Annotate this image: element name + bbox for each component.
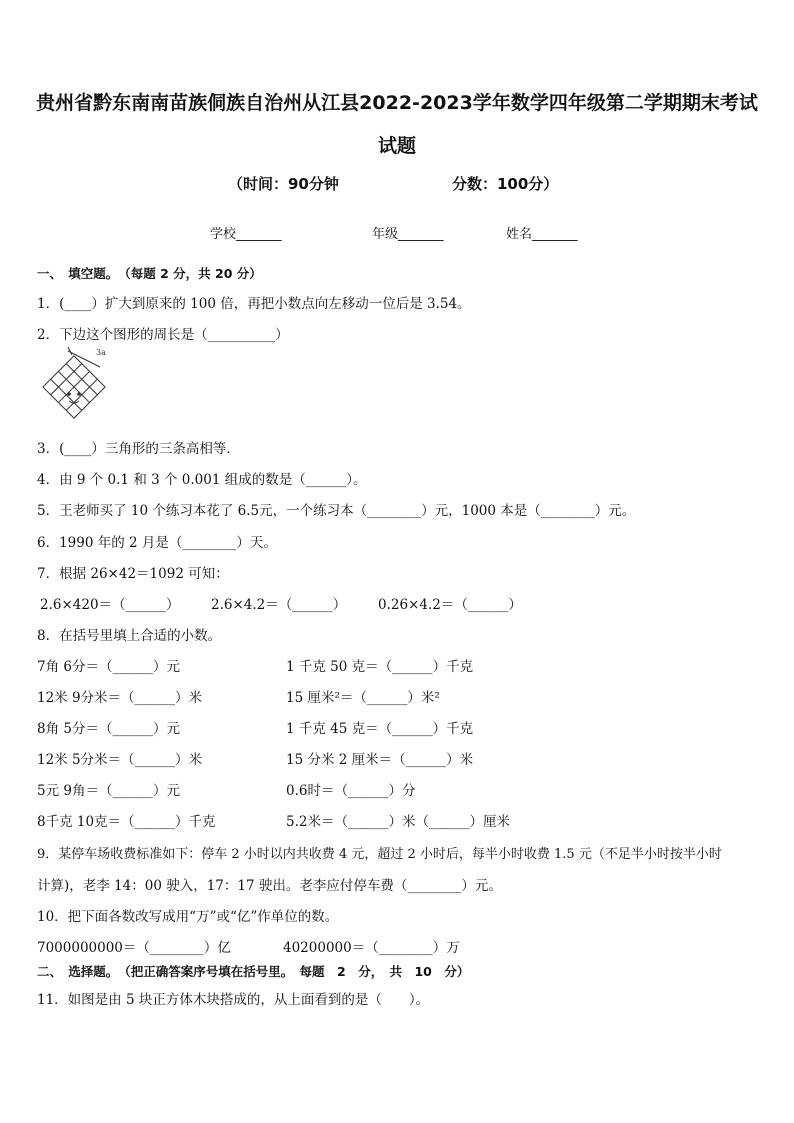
q7-item: 2.6×4.2＝（______） bbox=[211, 597, 347, 613]
question-7: 7．根据 26×42＝1092 可知： bbox=[37, 566, 229, 582]
q8-left-item: 8角 5分＝（______）元 bbox=[37, 721, 180, 737]
q8-left-item: 7角 6分＝（______）元 bbox=[37, 659, 180, 675]
q8-left-item: 12米 9分米＝（______）米 bbox=[37, 690, 203, 706]
q8-right-item: 1 千克 50 克＝（______）千克 bbox=[286, 659, 474, 675]
q8-right-item: 5.2米＝（______）米（______）厘米 bbox=[286, 814, 510, 830]
dot-mark bbox=[67, 392, 71, 396]
exam-title-continued: 试题 bbox=[377, 135, 416, 157]
q7-item: 2.6×420＝（______） bbox=[40, 597, 180, 613]
q10-item: 40200000＝（________）万 bbox=[283, 940, 460, 956]
figure-label: 3a bbox=[96, 348, 106, 357]
q8-left-item: 8千克 10克＝（______）千克 bbox=[37, 814, 216, 830]
question-6: 6．1990 年的 2 月是（________）天。 bbox=[37, 535, 277, 551]
q8-right-item: 15 分米 2 厘米＝（______）米 bbox=[286, 752, 474, 768]
question-3: 3．(____）三角形的三条高相等． bbox=[37, 441, 240, 457]
q7-item: 0.26×4.2＝（______） bbox=[378, 597, 522, 613]
q8-right-item: 1 千克 45 克＝（______）千克 bbox=[286, 721, 474, 737]
question-5: 5．王老师买了 10 个练习本花了 6.5元，一个练习本（________）元，1000 本是（________）元。 bbox=[37, 503, 636, 519]
q10-item: 7000000000＝（________）亿 bbox=[37, 940, 231, 956]
school-field[interactable]: 学校_______ bbox=[210, 227, 282, 242]
exam-score: 分数：100分） bbox=[452, 175, 559, 193]
section-heading-choice: 二、 选择题。 （把正确答案序号填在括号里。 每题 2 分， 共 10 分） bbox=[37, 964, 470, 979]
question-10: 10．把下面各数改写成用“万”或“亿”作单位的数。 bbox=[37, 909, 339, 925]
q8-left-item: 5元 9角＝（______）元 bbox=[37, 783, 180, 799]
q8-right-item: 0.6时＝（______）分 bbox=[286, 783, 416, 799]
section-heading-fill-blank: 一、 填空题。 （每题 2 分，共 20 分） bbox=[37, 266, 262, 281]
dot-mark bbox=[77, 392, 81, 396]
question-4: 4．由 9 个 0.1 和 3 个 0.001 组成的数是（______）。 bbox=[37, 472, 367, 488]
question-8: 8．在括号里填上合适的小数。 bbox=[37, 628, 222, 644]
question-11: 11．如图是由 5 块正方体木块搭成的，从上面看到的是（ ）。 bbox=[37, 992, 430, 1008]
question-9: 9．某停车场收费标准如下：停车 2 小时以内共收费 4 元，超过 2 小时后，每半小时收费 1.5 元（不足半小时按半小时 bbox=[37, 847, 722, 862]
exam-time: （时间：90分钟 bbox=[228, 175, 339, 193]
question-1: 1．(____）扩大到原来的 100 倍，再把小数点向左移动一位后是 3.54。 bbox=[37, 296, 471, 312]
grade-field[interactable]: 年级_______ bbox=[372, 227, 444, 242]
q8-left-item: 12米 5分米＝（______）米 bbox=[37, 752, 203, 768]
name-field[interactable]: 姓名_______ bbox=[506, 227, 578, 242]
perimeter-figure bbox=[38, 345, 116, 423]
q8-right-item: 15 厘米²＝（______）米² bbox=[286, 690, 440, 706]
exam-title: 贵州省黔东南南苗族侗族自治州从江县2022-2023学年数学四年级第二学期期末考试 bbox=[36, 92, 758, 114]
question-2: 2．下边这个图形的周长是（__________） bbox=[37, 327, 289, 343]
question-9-continued: 计算)，老李 14：00 驶入，17：17 驶出。老李应付停车费（________）元。 bbox=[37, 878, 502, 894]
